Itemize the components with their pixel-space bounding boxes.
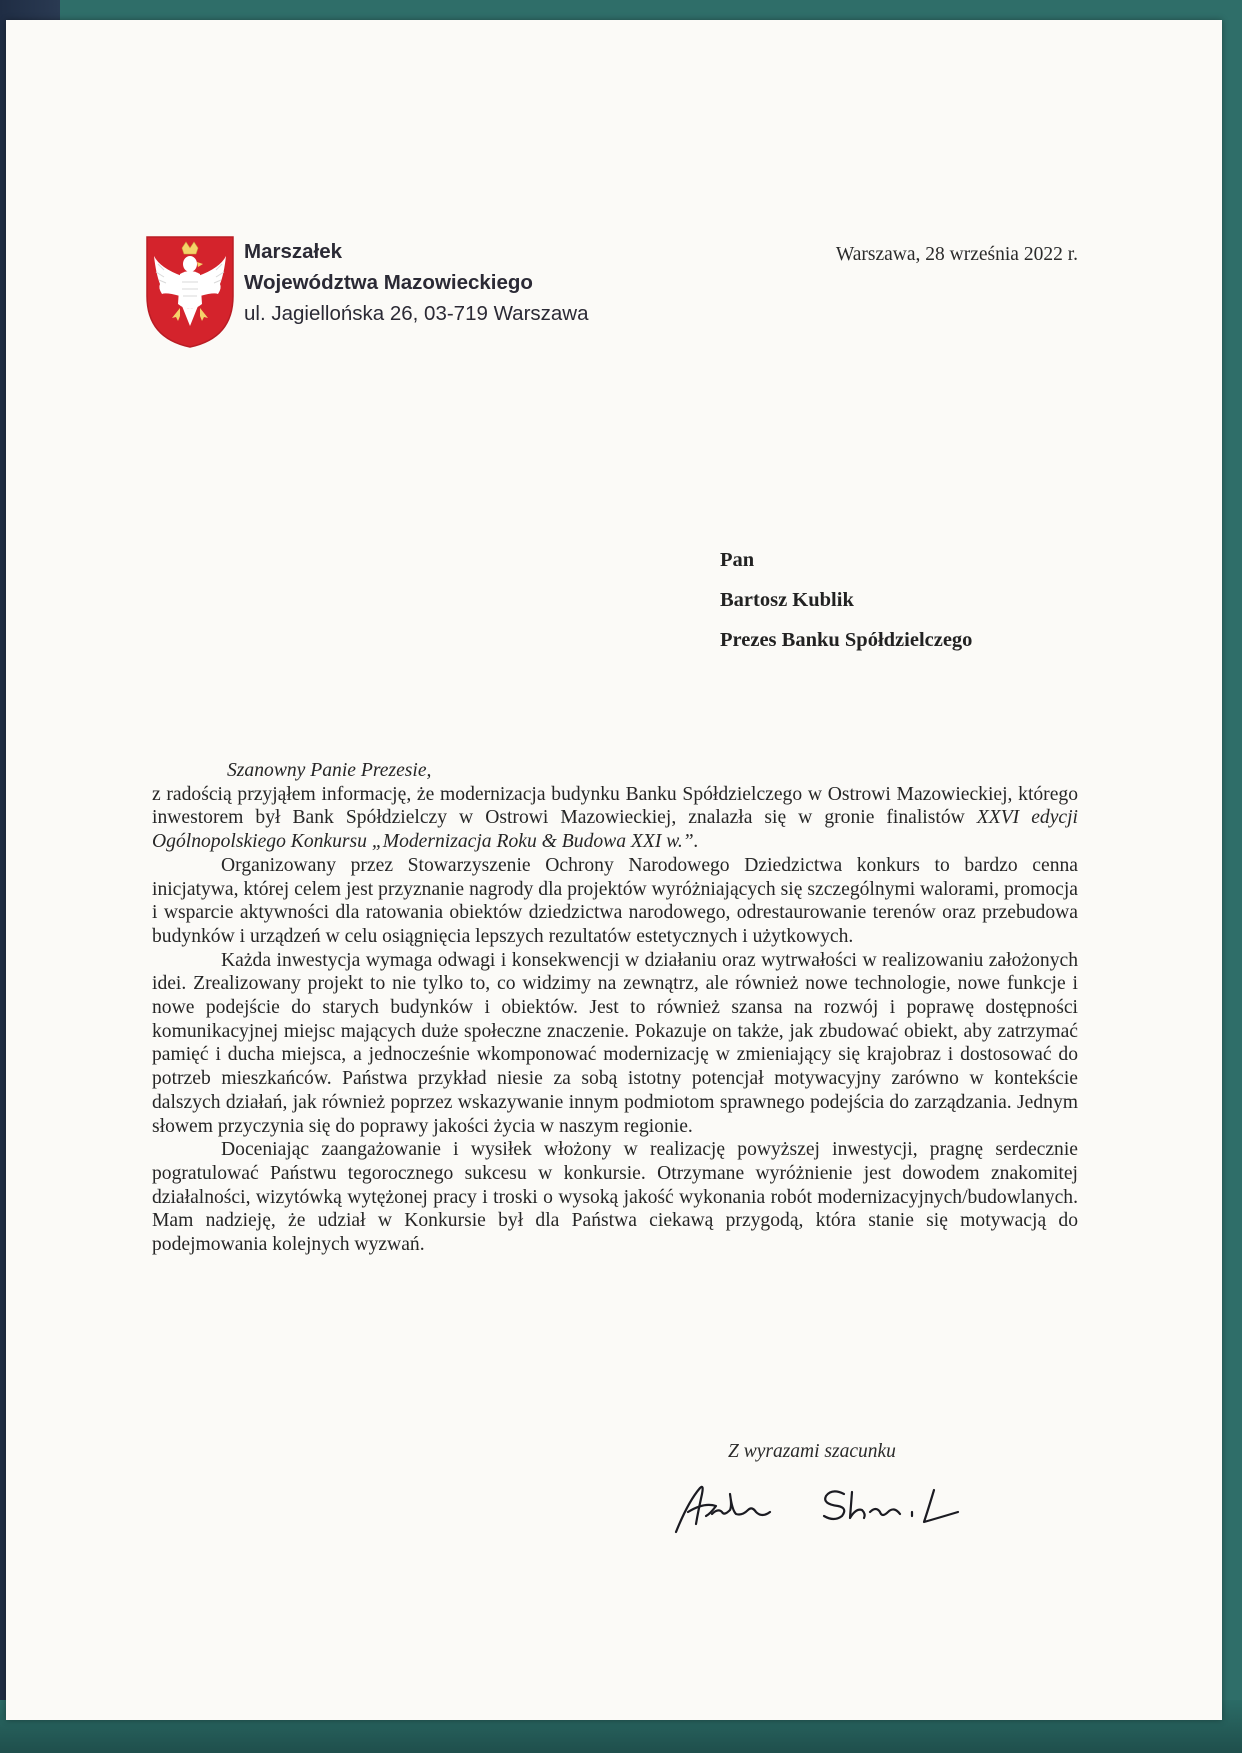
letterhead-address: ul. Jagiellońska 26, 03-719 Warszawa <box>244 302 589 325</box>
paragraph-1-italic: XXVI edycji Ogólnopolskiego Konkursu „Modernizacja Roku & Budowa XXI w.”. <box>152 807 1078 853</box>
salutation: Szanowny Panie Prezesie, <box>227 760 432 781</box>
paragraph-1-text: z radością przyjąłem informację, że modernizacja budynku Banku Spółdzielczego w Ostrowi Mazowieckiej, którego inwestorem był Bank Spółdzielczy w Ostrowi Mazowieckiej, znalazła się w gronie finalistów <box>152 783 1078 829</box>
recipient-block <box>720 540 972 660</box>
paragraph-2: Organizowany przez Stowarzyszenie Ochrony Narodowego Dziedzictwa konkurs to bardzo cenna inicjatywa, której celem jest przyznanie nagrody dla projektów wyróżniających się szczególnymi walorami, promocja i wsparcie aktywności dla ratowania obiektów dziedzictwa narodowego, odrestaurowanie terenów oraz przebudowa budynków i urządzeń w celu osiągnięcia lepszych rezultatów estetycznych i użytkowych. <box>152 854 1078 947</box>
letterhead-title: Marszałek <box>244 240 343 263</box>
coat-of-arms-icon <box>144 234 236 350</box>
recipient-name: Bartosz Kublik <box>720 589 854 611</box>
paragraph-4: Doceniając zaangażowanie i wysiłek włożony w realizację powyższej inwestycji, pragnę serdecznie pogratulować Państwu tegorocznego sukcesu w konkursie. Otrzymane wyróżnienie jest dowodem znakomitej działalności, wizytówką wytężonej pracy i troski o wysoką jakość wykonania robót modernizacyjnych/budowlanych. Mam nadzieję, że udział w Konkursie był dla Państwa ciekawą przygodą, która stanie się motywacją do podejmowania kolejnych wyzwań. <box>152 1139 1078 1256</box>
letter-sheet <box>6 20 1222 1720</box>
paragraph-1 <box>152 783 1078 854</box>
letterhead <box>144 234 589 350</box>
recipient-position: Prezes Banku Spółdzielczego <box>720 629 973 651</box>
signature <box>666 1472 1006 1542</box>
letter-date: Warszawa, 28 września 2022 r. <box>835 244 1078 265</box>
closing: Z wyrazami szacunku <box>728 1441 896 1462</box>
letter-body <box>152 759 1078 1257</box>
letterhead-subtitle: Województwa Mazowieckiego <box>244 271 533 294</box>
paragraph-3: Każda inwestycja wymaga odwagi i konsekwencji w działaniu oraz wytrwałości w realizowaniu założonych idei. Zrealizowany projekt to nie tylko to, co widzimy na zewnątrz, ale również nowe technologie, nowe funkcje i nowe podejście do starych budynków i obiektów. Jest to również szansa na rozwój i poprawę dostępności komunikacyjnej miejsc mających duże społeczne znaczenie. Pokazuje on także, jak zbudować obiekt, aby zatrzymać pamięć i ducha miejsca, a jednocześnie wkomponować modernizację w zmieniający się krajobraz i dostosować do potrzeb mieszkańców. Państwa przykład niesie za sobą istotny potencjał motywacyjny zarówno w kontekście dalszych działań, jak również poprzez wskazywanie innym podmiotom sprawnego podejścia do zarządzania. Jednym słowem przyczynia się do poprawy jakości życia w naszym regionie. <box>152 949 1078 1137</box>
recipient-title: Pan <box>720 549 755 571</box>
